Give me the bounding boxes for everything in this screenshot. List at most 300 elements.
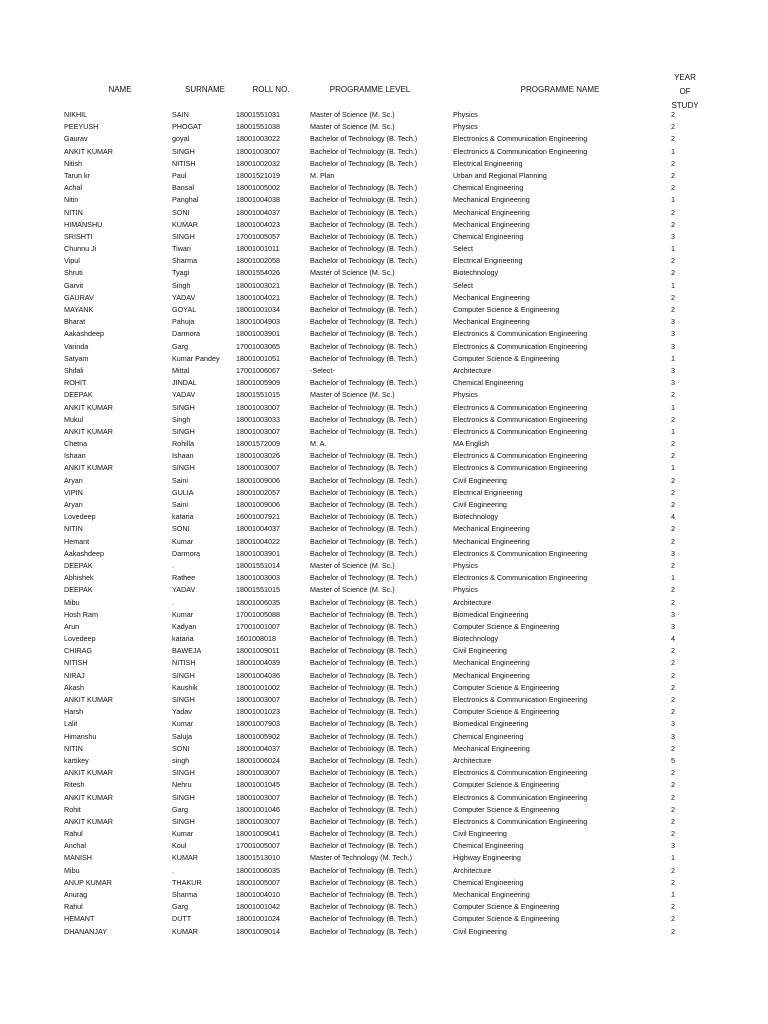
table-row <box>0 267 768 279</box>
cell-year-of-study: 4 <box>671 634 675 644</box>
cell-year-of-study: 2 <box>671 170 675 180</box>
cell-name: Chetna <box>64 439 88 449</box>
table-row <box>0 170 768 182</box>
cell-programme-name: Electronics & Communication Engineering <box>453 146 588 156</box>
table-row <box>0 207 768 219</box>
cell-programme-name: Electronics & Communication Engineering <box>453 414 588 424</box>
cell-year-of-study: 5 <box>671 755 675 765</box>
cell-year-of-study: 2 <box>671 792 675 802</box>
cell-roll-no: 17001005057 <box>236 231 280 241</box>
cell-programme-level: -Select- <box>310 365 335 375</box>
cell-year-of-study: 3 <box>671 317 675 327</box>
cell-surname: . <box>172 560 174 570</box>
cell-programme-level: Bachelor of Technology (B. Tech.) <box>310 402 418 412</box>
cell-name: ANUP KUMAR <box>64 877 112 887</box>
cell-surname: Kadyan <box>172 621 197 631</box>
cell-programme-level: Bachelor of Technology (B. Tech.) <box>310 646 418 656</box>
cell-name: Chunnu Ji <box>64 244 97 254</box>
cell-programme-name: Computer Science & Engineering <box>453 902 560 912</box>
cell-programme-name: Electronics & Communication Engineering <box>453 695 588 704</box>
table-row <box>0 657 768 669</box>
cell-programme-name: Mechanical Engineering <box>453 195 530 205</box>
cell-roll-no: 18001005007 <box>236 877 280 887</box>
table-row <box>0 109 768 121</box>
cell-surname: Kaushik <box>172 682 198 692</box>
cell-programme-name: Biomedical Engineering <box>453 609 529 619</box>
cell-programme-name: Urban and Regional Planning <box>453 170 547 180</box>
cell-name: MAYANK <box>64 305 94 314</box>
cell-roll-no: 18001001024 <box>236 914 280 924</box>
cell-year-of-study: 2 <box>671 877 675 887</box>
header-programme-level: PROGRAMME LEVEL <box>329 85 411 94</box>
table-row <box>0 219 768 231</box>
cell-roll-no: 18001003021 <box>236 280 280 290</box>
cell-surname: Singh <box>172 414 191 424</box>
cell-year-of-study: 2 <box>671 560 675 570</box>
cell-surname: BAWEJA <box>172 646 202 656</box>
cell-year-of-study: 3 <box>671 548 675 558</box>
table-row <box>0 536 768 548</box>
table-row <box>0 414 768 426</box>
cell-year-of-study: 2 <box>671 414 675 424</box>
cell-programme-name: Physics <box>453 122 478 132</box>
cell-programme-name: Electronics & Communication Engineering <box>453 134 588 144</box>
cell-programme-level: Bachelor of Technology (B. Tech.) <box>310 755 418 765</box>
cell-programme-name: Mechanical Engineering <box>453 670 530 680</box>
cell-roll-no: 18001521019 <box>236 170 280 180</box>
cell-programme-level: Bachelor of Technology (B. Tech.) <box>310 280 418 290</box>
cell-year-of-study: 1 <box>671 890 675 899</box>
cell-year-of-study: 1 <box>671 280 675 290</box>
cell-roll-no: 18001003022 <box>236 134 280 144</box>
cell-programme-level: Bachelor of Technology (B. Tech.) <box>310 256 418 266</box>
cell-year-of-study: 2 <box>671 743 675 753</box>
cell-name: DEEPAK <box>64 390 93 400</box>
cell-surname: kataria <box>172 512 194 522</box>
cell-programme-name: Computer Science & Engineering <box>453 621 560 631</box>
table-row <box>0 353 768 365</box>
cell-surname: SINGH <box>172 463 195 473</box>
cell-roll-no: 18001003033 <box>236 414 280 424</box>
table-row <box>0 804 768 816</box>
cell-programme-name: Mechanical Engineering <box>453 743 530 753</box>
cell-name: ANKIT KUMAR <box>64 426 113 436</box>
cell-name: Bharat <box>64 317 86 327</box>
cell-roll-no: 18001003901 <box>236 329 280 339</box>
cell-programme-name: Mechanical Engineering <box>453 524 530 534</box>
cell-year-of-study: 2 <box>671 500 675 509</box>
cell-name: Harsh <box>64 707 84 717</box>
cell-year-of-study: 2 <box>671 780 675 790</box>
cell-name: MANISH <box>64 853 92 863</box>
cell-year-of-study: 2 <box>671 268 675 278</box>
cell-surname: Yadav <box>172 707 192 717</box>
cell-programme-name: Mechanical Engineering <box>453 207 530 217</box>
cell-programme-level: Bachelor of Technology (B. Tech.) <box>310 841 418 851</box>
cell-surname: SINGH <box>172 231 195 241</box>
cell-surname: SONI <box>172 743 190 753</box>
cell-programme-name: Computer Science & Engineering <box>453 780 560 790</box>
table-row <box>0 450 768 462</box>
cell-programme-name: Biomedical Engineering <box>453 719 529 729</box>
table-row <box>0 292 768 304</box>
cell-programme-level: Bachelor of Technology (B. Tech.) <box>310 865 418 875</box>
cell-year-of-study: 2 <box>671 110 675 119</box>
cell-programme-level: Bachelor of Technology (B. Tech.) <box>310 231 418 241</box>
cell-roll-no: 18001003026 <box>236 451 280 461</box>
cell-roll-no: 18001009011 <box>236 646 280 656</box>
cell-programme-level: Bachelor of Technology (B. Tech.) <box>310 914 418 924</box>
cell-name: CHIRAG <box>64 646 92 656</box>
cell-roll-no: 18001551014 <box>236 560 280 570</box>
cell-programme-name: Biotechnology <box>453 268 499 278</box>
cell-surname: Nehru <box>172 780 192 790</box>
cell-roll-no: 18001513010 <box>236 853 280 863</box>
table-row <box>0 304 768 316</box>
table-row <box>0 609 768 621</box>
cell-programme-name: Computer Science & Engineering <box>453 914 560 924</box>
cell-programme-name: Physics <box>453 110 478 119</box>
cell-year-of-study: 2 <box>671 256 675 266</box>
cell-programme-level: Bachelor of Technology (B. Tech.) <box>310 292 418 302</box>
cell-surname: Tiwari <box>172 244 191 254</box>
table-row <box>0 913 768 925</box>
table-row <box>0 889 768 901</box>
cell-name: Aakashdeep <box>64 329 104 339</box>
cell-name: Ritesh <box>64 780 85 790</box>
cell-year-of-study: 2 <box>671 536 675 546</box>
cell-surname: Kumar <box>172 536 194 546</box>
cell-year-of-study: 2 <box>671 682 675 692</box>
cell-surname: Ishaan <box>172 451 194 461</box>
cell-name: kartikey <box>64 755 89 765</box>
cell-name: Lalit <box>64 719 78 729</box>
table-row <box>0 670 768 682</box>
cell-roll-no: 18001001002 <box>236 682 280 692</box>
cell-year-of-study: 2 <box>671 487 675 497</box>
cell-programme-name: Civil Engineering <box>453 646 507 656</box>
table-row <box>0 365 768 377</box>
table-row <box>0 158 768 170</box>
cell-programme-level: Bachelor of Technology (B. Tech.) <box>310 451 418 461</box>
cell-roll-no: 18001001023 <box>236 707 280 717</box>
table-row <box>0 633 768 645</box>
table-row <box>0 828 768 840</box>
cell-year-of-study: 2 <box>671 816 675 826</box>
table-row <box>0 377 768 389</box>
cell-roll-no: 17001001007 <box>236 621 280 631</box>
cell-surname: SINGH <box>172 670 195 680</box>
cell-roll-no: 18001003007 <box>236 768 280 778</box>
cell-roll-no: 18001004037 <box>236 207 280 217</box>
table-row <box>0 718 768 730</box>
cell-year-of-study: 2 <box>671 865 675 875</box>
cell-year-of-study: 2 <box>671 926 675 936</box>
table-row <box>0 255 768 267</box>
cell-programme-name: Chemical Engineering <box>453 731 524 741</box>
cell-name: Achal <box>64 183 82 193</box>
cell-surname: YADAV <box>172 292 196 302</box>
cell-surname: Sharma <box>172 256 198 266</box>
cell-year-of-study: 1 <box>671 853 675 863</box>
cell-roll-no: 18001002032 <box>236 158 280 168</box>
cell-surname: SINGH <box>172 695 195 704</box>
cell-year-of-study: 2 <box>671 158 675 168</box>
cell-surname: KUMAR <box>172 926 198 936</box>
table-row <box>0 194 768 206</box>
cell-roll-no: 18001572009 <box>236 439 280 449</box>
table-header-row <box>0 62 768 110</box>
cell-roll-no: 18001001042 <box>236 902 280 912</box>
cell-year-of-study: 3 <box>671 731 675 741</box>
cell-programme-level: Master of Science (M. Sc.) <box>310 122 395 132</box>
cell-programme-level: Bachelor of Technology (B. Tech.) <box>310 378 418 388</box>
cell-name: ANKIT KUMAR <box>64 768 113 778</box>
cell-roll-no: 18001009006 <box>236 500 280 509</box>
cell-roll-no: 18001004038 <box>236 195 280 205</box>
table-row <box>0 865 768 877</box>
table-row <box>0 499 768 511</box>
cell-year-of-study: 1 <box>671 244 675 254</box>
cell-year-of-study: 2 <box>671 829 675 839</box>
cell-name: Hosh Ram <box>64 609 98 619</box>
cell-programme-level: Bachelor of Technology (B. Tech.) <box>310 634 418 644</box>
cell-roll-no: 18001003007 <box>236 695 280 704</box>
cell-programme-name: Electronics & Communication Engineering <box>453 768 588 778</box>
cell-surname: NITISH <box>172 158 196 168</box>
cell-programme-level: Bachelor of Technology (B. Tech.) <box>310 621 418 631</box>
table-body <box>0 109 768 938</box>
cell-surname: YADAV <box>172 390 196 400</box>
cell-roll-no: 18001001051 <box>236 353 280 363</box>
cell-programme-level: Bachelor of Technology (B. Tech.) <box>310 731 418 741</box>
table-row <box>0 597 768 609</box>
table-row <box>0 877 768 889</box>
cell-year-of-study: 1 <box>671 195 675 205</box>
table-row <box>0 328 768 340</box>
cell-year-of-study: 1 <box>671 402 675 412</box>
table-row <box>0 487 768 499</box>
cell-surname: Garg <box>172 902 188 912</box>
cell-surname: SINGH <box>172 402 195 412</box>
cell-roll-no: 18001007903 <box>236 719 280 729</box>
cell-surname: SINGH <box>172 816 195 826</box>
header-surname: SURNAME <box>184 85 225 94</box>
cell-year-of-study: 1 <box>671 463 675 473</box>
table-row <box>0 280 768 292</box>
cell-programme-level: Bachelor of Technology (B. Tech.) <box>310 207 418 217</box>
cell-name: NITIN <box>64 524 83 534</box>
cell-year-of-study: 3 <box>671 329 675 339</box>
table-row <box>0 731 768 743</box>
cell-programme-name: Architecture <box>453 597 492 607</box>
cell-surname: NITISH <box>172 658 196 668</box>
cell-name: ANKIT KUMAR <box>64 792 113 802</box>
cell-surname: SINGH <box>172 792 195 802</box>
cell-programme-name: Electronics & Communication Engineering <box>453 451 588 461</box>
cell-surname: THAKUR <box>172 877 202 887</box>
cell-surname: . <box>172 865 174 875</box>
cell-surname: SINGH <box>172 426 195 436</box>
cell-surname: Paul <box>172 170 187 180</box>
cell-programme-level: Bachelor of Technology (B. Tech.) <box>310 146 418 156</box>
cell-roll-no: 18001551015 <box>236 390 280 400</box>
table-row <box>0 560 768 572</box>
table-row <box>0 462 768 474</box>
cell-year-of-study: 2 <box>671 804 675 814</box>
cell-surname: goyal <box>172 134 190 144</box>
cell-year-of-study: 1 <box>671 426 675 436</box>
cell-year-of-study: 2 <box>671 768 675 778</box>
cell-programme-name: Biotechnology <box>453 512 499 522</box>
header-year-line1: YEAR <box>674 73 696 82</box>
cell-surname: Rohilla <box>172 439 194 449</box>
cell-programme-name: Architecture <box>453 865 492 875</box>
cell-surname: PHOGAT <box>172 122 202 132</box>
cell-programme-level: Bachelor of Technology (B. Tech.) <box>310 780 418 790</box>
cell-roll-no: 18001003901 <box>236 548 280 558</box>
cell-roll-no: 18001009014 <box>236 926 280 936</box>
table-row <box>0 572 768 584</box>
cell-year-of-study: 3 <box>671 231 675 241</box>
cell-surname: singh <box>172 755 190 765</box>
cell-programme-name: Physics <box>453 585 478 595</box>
cell-year-of-study: 3 <box>671 841 675 851</box>
cell-programme-name: Electrical Engineering <box>453 158 523 168</box>
cell-programme-level: Bachelor of Technology (B. Tech.) <box>310 768 418 778</box>
cell-surname: SONI <box>172 524 190 534</box>
cell-surname: Tyagi <box>172 268 190 278</box>
cell-surname: GULIA <box>172 487 194 497</box>
cell-year-of-study: 3 <box>671 365 675 375</box>
cell-programme-name: Electronics & Communication Engineering <box>453 573 588 583</box>
cell-roll-no: 18001004022 <box>236 536 280 546</box>
cell-surname: YADAV <box>172 585 196 595</box>
cell-year-of-study: 2 <box>671 646 675 656</box>
table-row <box>0 779 768 791</box>
cell-programme-name: Mechanical Engineering <box>453 317 530 327</box>
cell-programme-level: Bachelor of Technology (B. Tech.) <box>310 353 418 363</box>
cell-year-of-study: 2 <box>671 219 675 229</box>
cell-name: GAURAV <box>64 292 94 302</box>
table-row <box>0 511 768 523</box>
cell-surname: Kumar Pandey <box>172 353 220 363</box>
cell-surname: SONI <box>172 207 190 217</box>
cell-roll-no: 18001003007 <box>236 792 280 802</box>
cell-roll-no: 18001001045 <box>236 780 280 790</box>
cell-name: Lovedeep <box>64 512 96 522</box>
table-row <box>0 682 768 694</box>
table-row <box>0 341 768 353</box>
cell-name: Gaurav <box>64 134 88 144</box>
table-row <box>0 438 768 450</box>
cell-name: Rohit <box>64 804 81 814</box>
table-row <box>0 121 768 133</box>
cell-programme-name: Mechanical Engineering <box>453 536 530 546</box>
cell-year-of-study: 2 <box>671 707 675 717</box>
cell-name: Aakashdeep <box>64 548 104 558</box>
cell-surname: Panghal <box>172 195 199 205</box>
table-row <box>0 316 768 328</box>
table-row <box>0 402 768 414</box>
cell-name: Shruti <box>64 268 83 278</box>
cell-surname: kataria <box>172 634 194 644</box>
cell-roll-no: 18001009006 <box>236 475 280 485</box>
cell-name: Nitin <box>64 195 79 205</box>
cell-programme-level: Bachelor of Technology (B. Tech.) <box>310 487 418 497</box>
cell-programme-level: Bachelor of Technology (B. Tech.) <box>310 305 418 314</box>
cell-year-of-study: 2 <box>671 524 675 534</box>
cell-programme-name: Select <box>453 280 473 290</box>
cell-surname: Singh <box>172 280 191 290</box>
cell-programme-level: Bachelor of Technology (B. Tech.) <box>310 743 418 753</box>
cell-programme-level: Bachelor of Technology (B. Tech.) <box>310 134 418 144</box>
cell-roll-no: 17001003065 <box>236 341 280 351</box>
cell-programme-level: Bachelor of Technology (B. Tech.) <box>310 195 418 205</box>
cell-name: ROHIT <box>64 378 87 388</box>
cell-programme-name: Electrical Engineering <box>453 256 523 266</box>
cell-programme-level: Bachelor of Technology (B. Tech.) <box>310 158 418 168</box>
cell-year-of-study: 2 <box>671 207 675 217</box>
cell-programme-level: Bachelor of Technology (B. Tech.) <box>310 877 418 887</box>
cell-programme-name: Highway Engineering <box>453 853 521 863</box>
cell-programme-name: MA English <box>453 439 489 449</box>
table-row <box>0 767 768 779</box>
cell-programme-level: Bachelor of Technology (B. Tech.) <box>310 707 418 717</box>
header-year-of-study <box>662 71 708 113</box>
cell-programme-level: Bachelor of Technology (B. Tech.) <box>310 548 418 558</box>
cell-name: NITIN <box>64 743 83 753</box>
cell-programme-name: Computer Science & Engineering <box>453 707 560 717</box>
cell-year-of-study: 2 <box>671 585 675 595</box>
table-row <box>0 584 768 596</box>
cell-roll-no: 18001551031 <box>236 110 280 119</box>
table-row <box>0 243 768 255</box>
cell-programme-level: Bachelor of Technology (B. Tech.) <box>310 475 418 485</box>
cell-name: Rahul <box>64 829 83 839</box>
cell-roll-no: 1601008018 <box>236 634 276 644</box>
table-row <box>0 426 768 438</box>
cell-programme-level: Bachelor of Technology (B. Tech.) <box>310 902 418 912</box>
cell-surname: Garg <box>172 804 188 814</box>
cell-programme-level: Bachelor of Technology (B. Tech.) <box>310 463 418 473</box>
cell-name: HEMANT <box>64 914 95 924</box>
cell-programme-level: Bachelor of Technology (B. Tech.) <box>310 426 418 436</box>
cell-programme-level: Bachelor of Technology (B. Tech.) <box>310 658 418 668</box>
cell-roll-no: 18001003003 <box>236 573 280 583</box>
cell-roll-no: 18001004021 <box>236 292 280 302</box>
cell-programme-level: Bachelor of Technology (B. Tech.) <box>310 804 418 814</box>
cell-surname: Saini <box>172 475 188 485</box>
cell-programme-name: Mechanical Engineering <box>453 292 530 302</box>
cell-programme-level: Master of Science (M. Sc.) <box>310 110 395 119</box>
cell-roll-no: 18001004039 <box>236 658 280 668</box>
cell-programme-name: Electronics & Communication Engineering <box>453 463 588 473</box>
cell-programme-level: Bachelor of Technology (B. Tech.) <box>310 317 418 327</box>
cell-programme-name: Electronics & Communication Engineering <box>453 329 588 339</box>
cell-programme-name: Electrical Engineering <box>453 487 523 497</box>
cell-programme-level: Bachelor of Technology (B. Tech.) <box>310 500 418 509</box>
cell-roll-no: 18001003007 <box>236 463 280 473</box>
cell-programme-level: Master of Technology (M. Tech.) <box>310 853 412 863</box>
cell-surname: Bansal <box>172 183 194 193</box>
cell-surname: SAIN <box>172 110 189 119</box>
cell-programme-level: Bachelor of Technology (B. Tech.) <box>310 329 418 339</box>
cell-surname: Sharma <box>172 890 198 899</box>
cell-year-of-study: 3 <box>671 719 675 729</box>
table-row <box>0 146 768 158</box>
table-row <box>0 475 768 487</box>
